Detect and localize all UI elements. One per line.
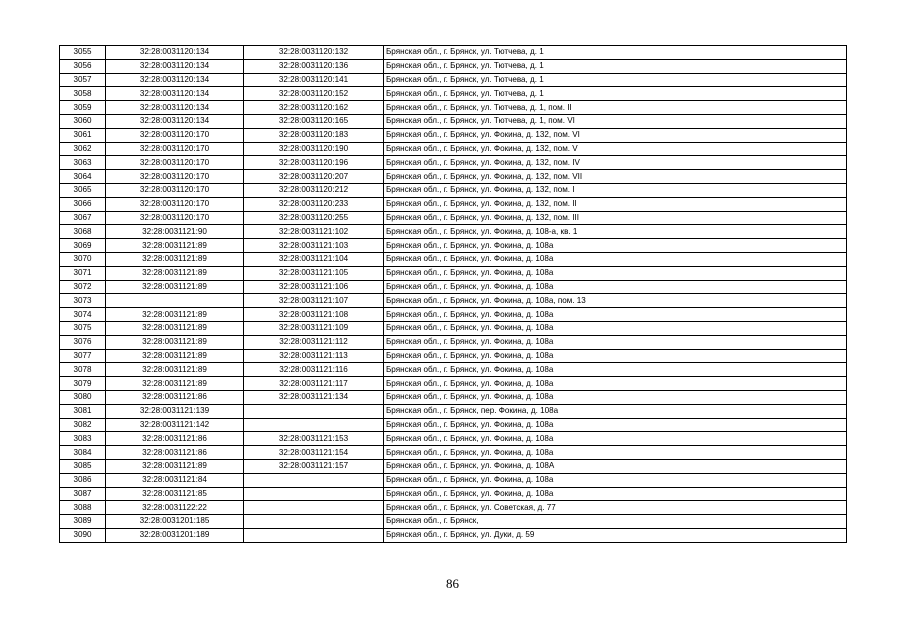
cadastral-number-cell: 32:28:0031121:103 — [244, 239, 384, 253]
table-row — [60, 335, 847, 349]
address-cell: Брянская обл., г. Брянск, ул. Фокина, д. 132, пом. I — [384, 183, 847, 197]
table-row — [60, 101, 847, 115]
table-row — [60, 432, 847, 446]
address-cell: Брянская обл., г. Брянск, ул. Тютчева, д. 1, пом. II — [384, 101, 847, 115]
cadastral-number-cell: 32:28:0031121:109 — [244, 321, 384, 335]
table-row — [60, 59, 847, 73]
cadastral-number-cell: 32:28:0031120:255 — [244, 211, 384, 225]
cadastral-number-cell: 32:28:0031120:196 — [244, 156, 384, 170]
address-cell: Брянская обл., г. Брянск, ул. Фокина, д. 108а — [384, 473, 847, 487]
table-row — [60, 211, 847, 225]
parent-cadastral-number-cell: 32:28:0031121:84 — [106, 473, 244, 487]
table-row — [60, 239, 847, 253]
address-cell: Брянская обл., г. Брянск, ул. Фокина, д. 108а — [384, 487, 847, 501]
parent-cadastral-number-cell: 32:28:0031121:89 — [106, 266, 244, 280]
address-cell: Брянская обл., г. Брянск, ул. Тютчева, д. 1 — [384, 73, 847, 87]
cadastral-number-cell: 32:28:0031121:102 — [244, 225, 384, 239]
cadastral-number-cell: 32:28:0031121:134 — [244, 390, 384, 404]
address-cell: Брянская обл., г. Брянск, ул. Фокина, д. 108а — [384, 349, 847, 363]
row-number-cell: 3073 — [60, 294, 106, 308]
table-row — [60, 528, 847, 542]
table-row — [60, 501, 847, 515]
row-number-cell: 3056 — [60, 59, 106, 73]
table-row — [60, 515, 847, 529]
row-number-cell: 3079 — [60, 377, 106, 391]
row-number-cell: 3064 — [60, 170, 106, 184]
row-number-cell: 3069 — [60, 239, 106, 253]
table-row — [60, 225, 847, 239]
address-cell: Брянская обл., г. Брянск, ул. Фокина, д. 108-а, кв. 1 — [384, 225, 847, 239]
parent-cadastral-number-cell: 32:28:0031120:134 — [106, 73, 244, 87]
parent-cadastral-number-cell: 32:28:0031121:89 — [106, 335, 244, 349]
address-cell: Брянская обл., г. Брянск, ул. Фокина, д. 108а, пом. 13 — [384, 294, 847, 308]
row-number-cell: 3082 — [60, 418, 106, 432]
address-cell: Брянская обл., г. Брянск, ул. Фокина, д. 108а — [384, 418, 847, 432]
cadastral-number-cell: 32:28:0031120:183 — [244, 128, 384, 142]
address-cell: Брянская обл., г. Брянск, — [384, 515, 847, 529]
cadastral-number-cell: 32:28:0031121:117 — [244, 377, 384, 391]
row-number-cell: 3077 — [60, 349, 106, 363]
parent-cadastral-number-cell: 32:28:0031121:89 — [106, 239, 244, 253]
row-number-cell: 3074 — [60, 308, 106, 322]
parent-cadastral-number-cell: 32:28:0031120:170 — [106, 142, 244, 156]
table-row — [60, 321, 847, 335]
row-number-cell: 3061 — [60, 128, 106, 142]
table-row — [60, 156, 847, 170]
cadastral-number-cell: 32:28:0031120:165 — [244, 114, 384, 128]
cadastral-number-cell — [244, 528, 384, 542]
row-number-cell: 3090 — [60, 528, 106, 542]
address-cell: Брянская обл., г. Брянск, ул. Дуки, д. 59 — [384, 528, 847, 542]
table-row — [60, 252, 847, 266]
table-row — [60, 170, 847, 184]
address-cell: Брянская обл., г. Брянск, ул. Фокина, д. 132, пом. VI — [384, 128, 847, 142]
cadastral-number-cell — [244, 418, 384, 432]
address-cell: Брянская обл., г. Брянск, ул. Фокина, д. 132, пом. V — [384, 142, 847, 156]
parent-cadastral-number-cell: 32:28:0031122:22 — [106, 501, 244, 515]
cadastral-number-cell — [244, 501, 384, 515]
parent-cadastral-number-cell: 32:28:0031121:89 — [106, 280, 244, 294]
cadastral-number-cell — [244, 404, 384, 418]
parent-cadastral-number-cell: 32:28:0031121:89 — [106, 349, 244, 363]
cadastral-number-cell: 32:28:0031120:212 — [244, 183, 384, 197]
row-number-cell: 3060 — [60, 114, 106, 128]
parent-cadastral-number-cell: 32:28:0031120:134 — [106, 87, 244, 101]
row-number-cell: 3080 — [60, 390, 106, 404]
parent-cadastral-number-cell: 32:28:0031121:89 — [106, 252, 244, 266]
address-cell: Брянская обл., г. Брянск, ул. Фокина, д. 108а — [384, 266, 847, 280]
cadastral-number-cell: 32:28:0031121:112 — [244, 335, 384, 349]
address-cell: Брянская обл., г. Брянск, ул. Тютчева, д. 1, пом. VI — [384, 114, 847, 128]
parent-cadastral-number-cell: 32:28:0031121:89 — [106, 363, 244, 377]
row-number-cell: 3089 — [60, 515, 106, 529]
row-number-cell: 3072 — [60, 280, 106, 294]
address-cell: Брянская обл., г. Брянск, ул. Фокина, д. 108а — [384, 239, 847, 253]
row-number-cell: 3086 — [60, 473, 106, 487]
parent-cadastral-number-cell: 32:28:0031121:89 — [106, 308, 244, 322]
row-number-cell: 3075 — [60, 321, 106, 335]
address-cell: Брянская обл., г. Брянск, пер. Фокина, д. 108а — [384, 404, 847, 418]
address-cell: Брянская обл., г. Брянск, ул. Фокина, д. 108а — [384, 321, 847, 335]
cadastral-number-cell: 32:28:0031121:105 — [244, 266, 384, 280]
row-number-cell: 3065 — [60, 183, 106, 197]
address-cell: Брянская обл., г. Брянск, ул. Фокина, д. 108а — [384, 446, 847, 460]
table-row — [60, 377, 847, 391]
row-number-cell: 3066 — [60, 197, 106, 211]
parent-cadastral-number-cell: 32:28:0031121:89 — [106, 321, 244, 335]
cadastral-number-cell — [244, 473, 384, 487]
row-number-cell: 3063 — [60, 156, 106, 170]
row-number-cell: 3084 — [60, 446, 106, 460]
cadastral-number-cell: 32:28:0031121:116 — [244, 363, 384, 377]
table-row — [60, 87, 847, 101]
parent-cadastral-number-cell: 32:28:0031120:170 — [106, 128, 244, 142]
row-number-cell: 3088 — [60, 501, 106, 515]
cadastral-number-cell: 32:28:0031121:104 — [244, 252, 384, 266]
address-cell: Брянская обл., г. Брянск, ул. Фокина, д. 132, пом. III — [384, 211, 847, 225]
table-row — [60, 294, 847, 308]
cadastral-number-cell — [244, 515, 384, 529]
table-row — [60, 404, 847, 418]
cadastral-number-cell: 32:28:0031120:162 — [244, 101, 384, 115]
table-row — [60, 459, 847, 473]
cadastral-number-cell — [244, 487, 384, 501]
cadastral-number-cell: 32:28:0031120:141 — [244, 73, 384, 87]
address-cell: Брянская обл., г. Брянск, ул. Фокина, д. 108а — [384, 390, 847, 404]
cadastral-number-cell: 32:28:0031120:152 — [244, 87, 384, 101]
table-row — [60, 73, 847, 87]
cadastral-number-cell: 32:28:0031121:106 — [244, 280, 384, 294]
row-number-cell: 3067 — [60, 211, 106, 225]
address-cell: Брянская обл., г. Брянск, ул. Тютчева, д. 1 — [384, 87, 847, 101]
table-row — [60, 363, 847, 377]
cadastral-number-cell: 32:28:0031121:157 — [244, 459, 384, 473]
property-registry-table — [59, 45, 847, 543]
cadastral-number-cell: 32:28:0031121:108 — [244, 308, 384, 322]
row-number-cell: 3071 — [60, 266, 106, 280]
parent-cadastral-number-cell: 32:28:0031121:86 — [106, 390, 244, 404]
parent-cadastral-number-cell: 32:28:0031121:89 — [106, 459, 244, 473]
address-cell: Брянская обл., г. Брянск, ул. Фокина, д. 108А — [384, 459, 847, 473]
table-row — [60, 446, 847, 460]
parent-cadastral-number-cell: 32:28:0031120:134 — [106, 46, 244, 60]
parent-cadastral-number-cell: 32:28:0031120:170 — [106, 183, 244, 197]
table-row — [60, 128, 847, 142]
address-cell: Брянская обл., г. Брянск, ул. Фокина, д. 108а — [384, 432, 847, 446]
cadastral-number-cell: 32:28:0031121:107 — [244, 294, 384, 308]
parent-cadastral-number-cell: 32:28:0031201:185 — [106, 515, 244, 529]
row-number-cell: 3083 — [60, 432, 106, 446]
parent-cadastral-number-cell: 32:28:0031121:86 — [106, 432, 244, 446]
table-row — [60, 46, 847, 60]
row-number-cell: 3070 — [60, 252, 106, 266]
parent-cadastral-number-cell: 32:28:0031120:134 — [106, 114, 244, 128]
parent-cadastral-number-cell: 32:28:0031121:86 — [106, 446, 244, 460]
parent-cadastral-number-cell: 32:28:0031201:189 — [106, 528, 244, 542]
row-number-cell: 3087 — [60, 487, 106, 501]
address-cell: Брянская обл., г. Брянск, ул. Советская, д. 77 — [384, 501, 847, 515]
address-cell: Брянская обл., г. Брянск, ул. Фокина, д. 132, пом. IV — [384, 156, 847, 170]
table-body — [60, 46, 847, 543]
table-row — [60, 473, 847, 487]
table-row — [60, 280, 847, 294]
parent-cadastral-number-cell: 32:28:0031121:142 — [106, 418, 244, 432]
address-cell: Брянская обл., г. Брянск, ул. Тютчева, д. 1 — [384, 59, 847, 73]
table-row — [60, 266, 847, 280]
table-row — [60, 142, 847, 156]
row-number-cell: 3068 — [60, 225, 106, 239]
parent-cadastral-number-cell: 32:28:0031120:170 — [106, 211, 244, 225]
cadastral-number-cell: 32:28:0031121:153 — [244, 432, 384, 446]
row-number-cell: 3058 — [60, 87, 106, 101]
row-number-cell: 3081 — [60, 404, 106, 418]
table-row — [60, 487, 847, 501]
cadastral-number-cell: 32:28:0031120:190 — [244, 142, 384, 156]
address-cell: Брянская обл., г. Брянск, ул. Фокина, д. 132, пом. VII — [384, 170, 847, 184]
cadastral-number-cell: 32:28:0031120:132 — [244, 46, 384, 60]
table-row — [60, 390, 847, 404]
cadastral-number-cell: 32:28:0031120:207 — [244, 170, 384, 184]
parent-cadastral-number-cell: 32:28:0031120:170 — [106, 156, 244, 170]
cadastral-number-cell: 32:28:0031121:154 — [244, 446, 384, 460]
parent-cadastral-number-cell: 32:28:0031121:90 — [106, 225, 244, 239]
parent-cadastral-number-cell: 32:28:0031120:134 — [106, 59, 244, 73]
address-cell: Брянская обл., г. Брянск, ул. Фокина, д. 108а — [384, 377, 847, 391]
table-row — [60, 308, 847, 322]
table-row — [60, 418, 847, 432]
parent-cadastral-number-cell: 32:28:0031120:134 — [106, 101, 244, 115]
page-number: 86 — [446, 576, 459, 591]
parent-cadastral-number-cell: 32:28:0031120:170 — [106, 197, 244, 211]
table-row — [60, 349, 847, 363]
row-number-cell: 3059 — [60, 101, 106, 115]
row-number-cell: 3078 — [60, 363, 106, 377]
table-row — [60, 114, 847, 128]
parent-cadastral-number-cell: 32:28:0031120:170 — [106, 170, 244, 184]
table-row — [60, 183, 847, 197]
parent-cadastral-number-cell: 32:28:0031121:89 — [106, 377, 244, 391]
address-cell: Брянская обл., г. Брянск, ул. Фокина, д. 108а — [384, 335, 847, 349]
address-cell: Брянская обл., г. Брянск, ул. Фокина, д. 108а — [384, 363, 847, 377]
parent-cadastral-number-cell: 32:28:0031121:139 — [106, 404, 244, 418]
address-cell: Брянская обл., г. Брянск, ул. Фокина, д. 108а — [384, 252, 847, 266]
row-number-cell: 3057 — [60, 73, 106, 87]
cadastral-number-cell: 32:28:0031120:136 — [244, 59, 384, 73]
row-number-cell: 3085 — [60, 459, 106, 473]
cadastral-number-cell: 32:28:0031120:233 — [244, 197, 384, 211]
address-cell: Брянская обл., г. Брянск, ул. Фокина, д. 108а — [384, 280, 847, 294]
cadastral-number-cell: 32:28:0031121:113 — [244, 349, 384, 363]
address-cell: Брянская обл., г. Брянск, ул. Фокина, д. 108а — [384, 308, 847, 322]
row-number-cell: 3055 — [60, 46, 106, 60]
row-number-cell: 3062 — [60, 142, 106, 156]
parent-cadastral-number-cell: 32:28:0031121:85 — [106, 487, 244, 501]
parent-cadastral-number-cell — [106, 294, 244, 308]
address-cell: Брянская обл., г. Брянск, ул. Тютчева, д. 1 — [384, 46, 847, 60]
table-row — [60, 197, 847, 211]
row-number-cell: 3076 — [60, 335, 106, 349]
address-cell: Брянская обл., г. Брянск, ул. Фокина, д. 132, пом. II — [384, 197, 847, 211]
